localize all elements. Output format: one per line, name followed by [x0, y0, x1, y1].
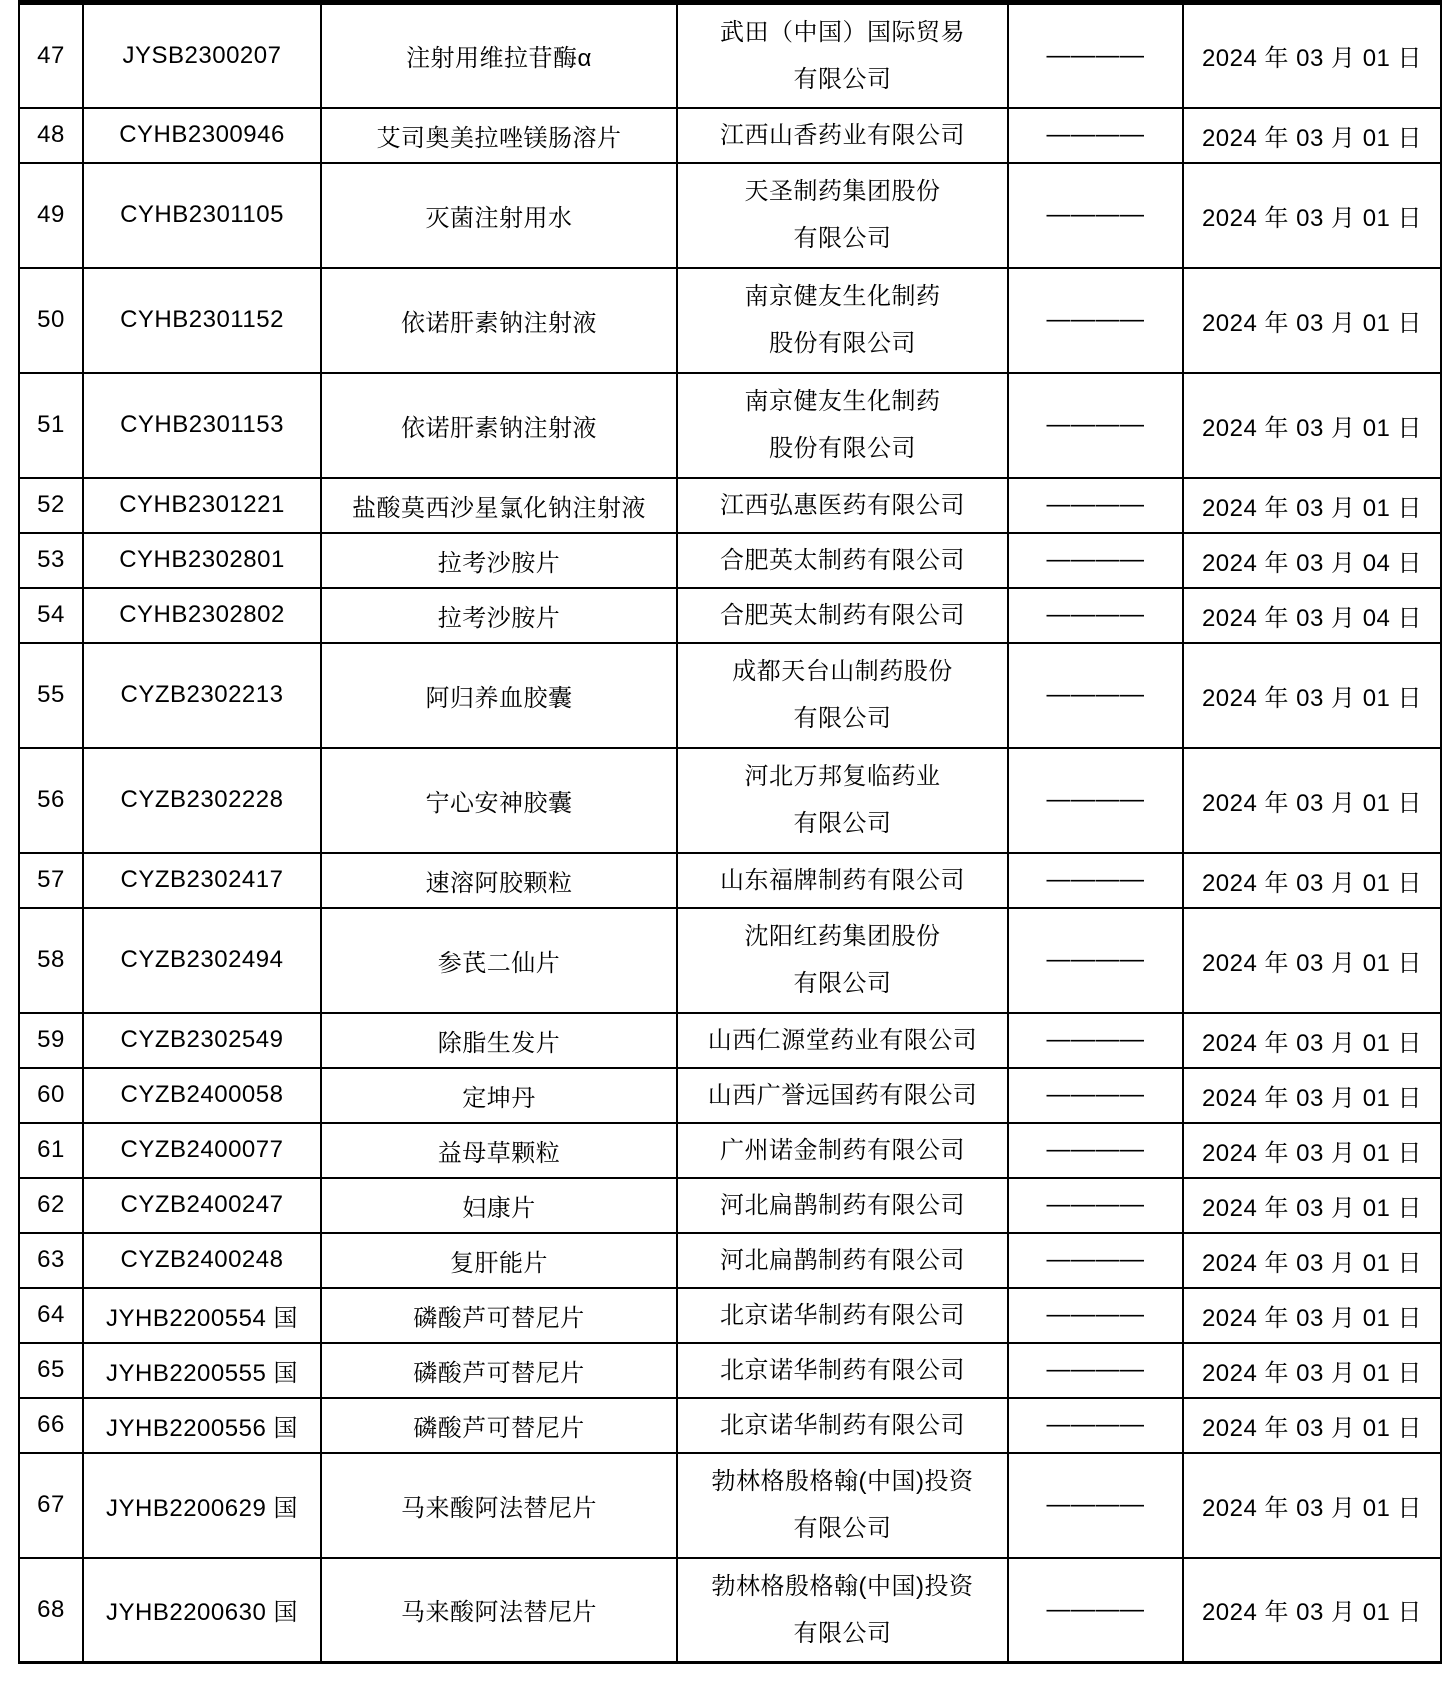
cell-acceptance-no: JYHB2200629 国 — [83, 1453, 321, 1558]
cell-seq: 61 — [19, 1123, 83, 1178]
cell-date: 2024 年 03 月 01 日 — [1183, 643, 1441, 748]
cell-drug-name: 宁心安神胶囊 — [321, 748, 677, 853]
cell-acceptance-no: CYHB2301105 — [83, 163, 321, 268]
table-row — [19, 908, 1441, 1013]
cell-acceptance-no: JYHB2200555 国 — [83, 1343, 321, 1398]
cell-seq: 57 — [19, 853, 83, 908]
cell-note: ———— — [1008, 643, 1183, 748]
cell-drug-name: 艾司奥美拉唑镁肠溶片 — [321, 108, 677, 163]
cell-note: ———— — [1008, 1068, 1183, 1123]
cell-date: 2024 年 03 月 01 日 — [1183, 1068, 1441, 1123]
table-row — [19, 588, 1441, 643]
cell-company — [677, 588, 1008, 643]
cell-note: ———— — [1008, 853, 1183, 908]
cell-date: 2024 年 03 月 04 日 — [1183, 533, 1441, 588]
cell-seq: 68 — [19, 1558, 83, 1663]
cell-acceptance-no: JYHB2200556 国 — [83, 1398, 321, 1453]
cell-acceptance-no: JYHB2200554 国 — [83, 1288, 321, 1343]
cell-date: 2024 年 03 月 01 日 — [1183, 373, 1441, 478]
cell-date: 2024 年 03 月 01 日 — [1183, 1343, 1441, 1398]
cell-drug-name: 参芪二仙片 — [321, 908, 677, 1013]
table-row — [19, 1288, 1441, 1343]
cell-date: 2024 年 03 月 01 日 — [1183, 1558, 1441, 1663]
cell-acceptance-no: CYZB2400058 — [83, 1068, 321, 1123]
cell-note: ———— — [1008, 478, 1183, 533]
table-row — [19, 1343, 1441, 1398]
cell-date: 2024 年 03 月 01 日 — [1183, 1453, 1441, 1558]
table-row — [19, 478, 1441, 533]
cell-seq: 63 — [19, 1233, 83, 1288]
company-line: 有限公司 — [793, 970, 892, 997]
cell-company — [677, 373, 1008, 478]
cell-seq: 64 — [19, 1288, 83, 1343]
cell-note: ———— — [1008, 1178, 1183, 1233]
table-row — [19, 1453, 1441, 1558]
cell-drug-name: 磷酸芦可替尼片 — [321, 1398, 677, 1453]
table-body — [19, 3, 1441, 1663]
cell-seq: 60 — [19, 1068, 83, 1123]
table-row — [19, 1233, 1441, 1288]
cell-company — [677, 1233, 1008, 1288]
company-line: 北京诺华制药有限公司 — [720, 1301, 965, 1329]
cell-date: 2024 年 03 月 01 日 — [1183, 108, 1441, 163]
cell-drug-name: 除脂生发片 — [321, 1013, 677, 1068]
cell-seq: 47 — [19, 3, 83, 108]
company-line: 有限公司 — [793, 810, 892, 837]
company-line: 江西山香药业有限公司 — [720, 121, 965, 149]
cell-note: ———— — [1008, 108, 1183, 163]
cell-acceptance-no: CYZB2400248 — [83, 1233, 321, 1288]
company-line: 沈阳红药集团股份 — [744, 923, 941, 950]
cell-seq: 65 — [19, 1343, 83, 1398]
cell-company — [677, 1178, 1008, 1233]
company-line: 山西仁源堂药业有限公司 — [707, 1026, 978, 1054]
table-row — [19, 533, 1441, 588]
company-line: 山西广誉远国药有限公司 — [707, 1081, 978, 1109]
cell-date: 2024 年 03 月 01 日 — [1183, 908, 1441, 1013]
cell-acceptance-no: CYHB2302802 — [83, 588, 321, 643]
table-row — [19, 853, 1441, 908]
cell-company — [677, 108, 1008, 163]
cell-drug-name: 盐酸莫西沙星氯化钠注射液 — [321, 478, 677, 533]
cell-company — [677, 3, 1008, 108]
table-row — [19, 3, 1441, 108]
company-line: 有限公司 — [793, 1515, 892, 1542]
cell-note: ———— — [1008, 533, 1183, 588]
cell-drug-name: 拉考沙胺片 — [321, 588, 677, 643]
table-row — [19, 268, 1441, 373]
table-row — [19, 1068, 1441, 1123]
table-row — [19, 1123, 1441, 1178]
cell-drug-name: 磷酸芦可替尼片 — [321, 1343, 677, 1398]
cell-date: 2024 年 03 月 01 日 — [1183, 268, 1441, 373]
cell-company — [677, 748, 1008, 853]
cell-company — [677, 163, 1008, 268]
cell-seq: 52 — [19, 478, 83, 533]
company-line: 有限公司 — [793, 225, 892, 252]
company-line: 山东福牌制药有限公司 — [720, 866, 965, 894]
table-row — [19, 373, 1441, 478]
cell-note: ———— — [1008, 1123, 1183, 1178]
cell-acceptance-no: CYHB2302801 — [83, 533, 321, 588]
cell-acceptance-no: CYHB2300946 — [83, 108, 321, 163]
cell-company — [677, 908, 1008, 1013]
cell-date: 2024 年 03 月 01 日 — [1183, 478, 1441, 533]
cell-drug-name: 马来酸阿法替尼片 — [321, 1453, 677, 1558]
cell-note: ———— — [1008, 268, 1183, 373]
cell-drug-name: 复肝能片 — [321, 1233, 677, 1288]
cell-note: ———— — [1008, 163, 1183, 268]
cell-company — [677, 1343, 1008, 1398]
company-line: 天圣制药集团股份 — [744, 178, 941, 205]
cell-drug-name: 阿归养血胶囊 — [321, 643, 677, 748]
drug-approval-table — [18, 0, 1442, 1664]
cell-drug-name: 定坤丹 — [321, 1068, 677, 1123]
cell-seq: 50 — [19, 268, 83, 373]
cell-date: 2024 年 03 月 01 日 — [1183, 1233, 1441, 1288]
cell-note: ———— — [1008, 1233, 1183, 1288]
cell-note: ———— — [1008, 3, 1183, 108]
cell-company — [677, 268, 1008, 373]
cell-date: 2024 年 03 月 01 日 — [1183, 1288, 1441, 1343]
table-row — [19, 643, 1441, 748]
cell-seq: 55 — [19, 643, 83, 748]
cell-drug-name: 益母草颗粒 — [321, 1123, 677, 1178]
cell-date: 2024 年 03 月 01 日 — [1183, 1178, 1441, 1233]
table-row — [19, 163, 1441, 268]
cell-acceptance-no: CYZB2400077 — [83, 1123, 321, 1178]
cell-drug-name: 磷酸芦可替尼片 — [321, 1288, 677, 1343]
cell-note: ———— — [1008, 1453, 1183, 1558]
company-line: 勃林格殷格翰(中国)投资 — [711, 1468, 974, 1495]
cell-company — [677, 643, 1008, 748]
cell-acceptance-no: CYHB2301221 — [83, 478, 321, 533]
company-line: 河北扁鹊制药有限公司 — [720, 1246, 965, 1274]
cell-drug-name: 依诺肝素钠注射液 — [321, 268, 677, 373]
cell-acceptance-no: JYHB2200630 国 — [83, 1558, 321, 1663]
table-row — [19, 748, 1441, 853]
company-line: 成都天台山制药股份 — [732, 658, 953, 685]
company-line: 合肥英太制药有限公司 — [720, 601, 965, 629]
company-line: 武田（中国）国际贸易 — [720, 18, 965, 46]
cell-seq: 56 — [19, 748, 83, 853]
cell-acceptance-no: CYHB2301152 — [83, 268, 321, 373]
cell-acceptance-no: CYZB2302213 — [83, 643, 321, 748]
cell-acceptance-no: JYSB2300207 — [83, 3, 321, 108]
company-line: 北京诺华制药有限公司 — [720, 1356, 965, 1384]
table-row — [19, 1558, 1441, 1663]
table-row — [19, 108, 1441, 163]
cell-company — [677, 1398, 1008, 1453]
cell-acceptance-no: CYZB2400247 — [83, 1178, 321, 1233]
company-line: 南京健友生化制药 — [744, 283, 941, 310]
table-row — [19, 1398, 1441, 1453]
cell-acceptance-no: CYZB2302228 — [83, 748, 321, 853]
cell-drug-name: 速溶阿胶颗粒 — [321, 853, 677, 908]
cell-drug-name: 依诺肝素钠注射液 — [321, 373, 677, 478]
cell-note: ———— — [1008, 908, 1183, 1013]
company-line: 股份有限公司 — [769, 435, 916, 462]
cell-company — [677, 1288, 1008, 1343]
cell-drug-name: 灭菌注射用水 — [321, 163, 677, 268]
company-line: 河北万邦复临药业 — [744, 763, 941, 790]
cell-date: 2024 年 03 月 01 日 — [1183, 748, 1441, 853]
company-line: 勃林格殷格翰(中国)投资 — [711, 1572, 974, 1600]
cell-note: ———— — [1008, 1288, 1183, 1343]
cell-company — [677, 1123, 1008, 1178]
cell-note: ———— — [1008, 373, 1183, 478]
company-line: 河北扁鹊制药有限公司 — [720, 1191, 965, 1219]
cell-note: ———— — [1008, 1398, 1183, 1453]
cell-seq: 67 — [19, 1453, 83, 1558]
cell-seq: 66 — [19, 1398, 83, 1453]
cell-acceptance-no: CYHB2301153 — [83, 373, 321, 478]
cell-seq: 54 — [19, 588, 83, 643]
cell-note: ———— — [1008, 1013, 1183, 1068]
cell-note: ———— — [1008, 1558, 1183, 1663]
cell-date: 2024 年 03 月 01 日 — [1183, 1013, 1441, 1068]
company-line: 股份有限公司 — [769, 330, 916, 357]
cell-company — [677, 1558, 1008, 1663]
company-line: 合肥英太制药有限公司 — [720, 546, 965, 574]
company-line: 江西弘惠医药有限公司 — [720, 491, 965, 519]
cell-note: ———— — [1008, 748, 1183, 853]
cell-acceptance-no: CYZB2302549 — [83, 1013, 321, 1068]
cell-company — [677, 1453, 1008, 1558]
table-row — [19, 1178, 1441, 1233]
cell-date: 2024 年 03 月 01 日 — [1183, 1123, 1441, 1178]
cell-seq: 48 — [19, 108, 83, 163]
company-line: 有限公司 — [793, 65, 892, 93]
cell-drug-name: 拉考沙胺片 — [321, 533, 677, 588]
cell-company — [677, 478, 1008, 533]
cell-drug-name: 注射用维拉苷酶α — [321, 3, 677, 108]
company-line: 南京健友生化制药 — [744, 388, 941, 415]
cell-seq: 49 — [19, 163, 83, 268]
cell-date: 2024 年 03 月 01 日 — [1183, 3, 1441, 108]
cell-date: 2024 年 03 月 01 日 — [1183, 163, 1441, 268]
cell-company — [677, 853, 1008, 908]
company-line: 有限公司 — [793, 1619, 892, 1647]
cell-company — [677, 1013, 1008, 1068]
cell-seq: 51 — [19, 373, 83, 478]
company-line: 北京诺华制药有限公司 — [720, 1411, 965, 1439]
table-row — [19, 1013, 1441, 1068]
cell-note: ———— — [1008, 588, 1183, 643]
cell-date: 2024 年 03 月 01 日 — [1183, 1398, 1441, 1453]
cell-date: 2024 年 03 月 04 日 — [1183, 588, 1441, 643]
cell-seq: 53 — [19, 533, 83, 588]
company-line: 广州诺金制药有限公司 — [720, 1136, 965, 1164]
cell-date: 2024 年 03 月 01 日 — [1183, 853, 1441, 908]
cell-company — [677, 533, 1008, 588]
company-line: 有限公司 — [793, 705, 892, 732]
cell-drug-name: 妇康片 — [321, 1178, 677, 1233]
cell-company — [677, 1068, 1008, 1123]
cell-acceptance-no: CYZB2302417 — [83, 853, 321, 908]
cell-note: ———— — [1008, 1343, 1183, 1398]
cell-seq: 58 — [19, 908, 83, 1013]
cell-seq: 62 — [19, 1178, 83, 1233]
cell-acceptance-no: CYZB2302494 — [83, 908, 321, 1013]
cell-seq: 59 — [19, 1013, 83, 1068]
cell-drug-name: 马来酸阿法替尼片 — [321, 1558, 677, 1663]
